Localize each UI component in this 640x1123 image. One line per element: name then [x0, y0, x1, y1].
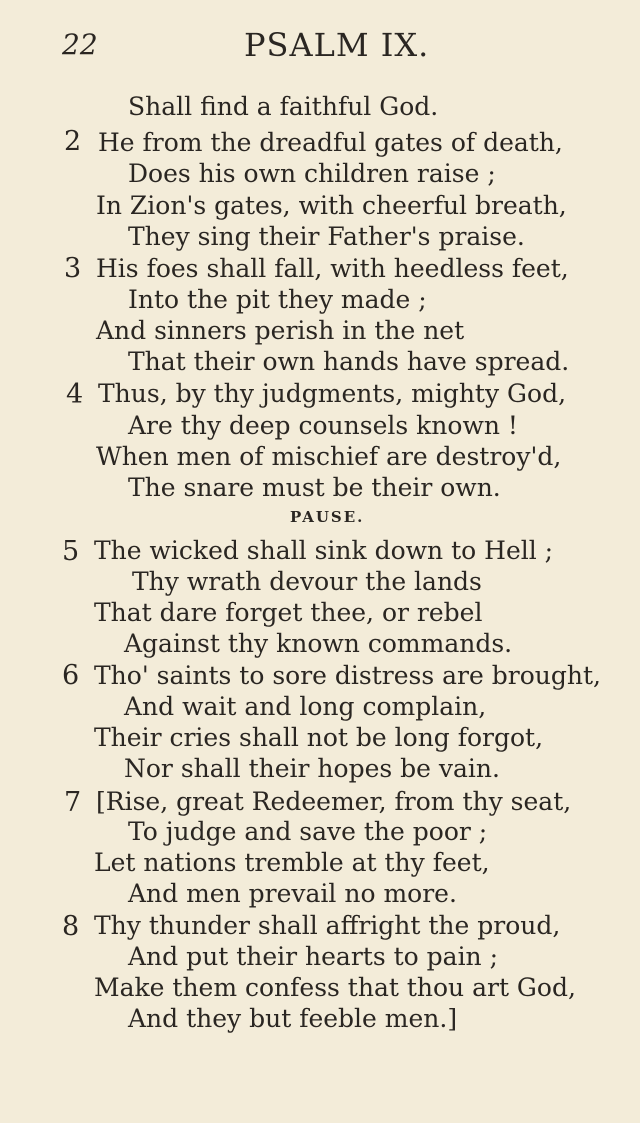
verse-line: Into the pit they made ;	[128, 285, 427, 314]
verse-number: 3	[64, 253, 82, 284]
running-title: PSALM IX.	[244, 26, 430, 64]
verse-line: His foes shall fall, with heedless feet,	[96, 254, 569, 283]
verse-line: Make them confess that thou art God,	[94, 973, 576, 1002]
verse-line: Let nations tremble at thy feet,	[94, 848, 490, 877]
verse-line: Are thy deep counsels known !	[128, 411, 518, 440]
verse-line: And sinners perish in the net	[96, 316, 465, 345]
verse-line: Nor shall their hopes be vain.	[124, 754, 500, 783]
verse-line: They sing their Father's praise.	[128, 222, 525, 251]
page-number: 22	[62, 28, 98, 61]
verse-number: 4	[66, 379, 84, 410]
pause-heading: PAUSE.	[290, 508, 365, 526]
verse-line: When men of mischief are destroy'd,	[96, 442, 562, 471]
verse-line: And wait and long complain,	[124, 692, 487, 721]
verse-line: [Rise, great Redeemer, from thy seat,	[96, 787, 572, 816]
verse-line: Thy thunder shall affright the proud,	[94, 911, 561, 940]
verse-number: 2	[64, 126, 82, 157]
verse-line: Against thy known commands.	[124, 629, 513, 658]
verse-number: 8	[62, 911, 80, 942]
verse-line: Does his own children raise ;	[128, 159, 496, 188]
verse-line: And men prevail no more.	[128, 879, 457, 908]
verse-line: Thy wrath devour the lands	[132, 567, 482, 596]
verse-line: That their own hands have spread.	[128, 347, 570, 376]
verse-number: 5	[62, 536, 80, 567]
verse-line: In Zion's gates, with cheerful breath,	[96, 191, 567, 220]
verse-line: That dare forget thee, or rebel	[94, 598, 483, 627]
verse-line: Tho' saints to sore distress are brought,	[94, 661, 601, 690]
verse-line: And put their hearts to pain ;	[128, 942, 499, 971]
verse-number: 7	[64, 787, 82, 818]
verse-line: The wicked shall sink down to Hell ;	[94, 536, 554, 565]
verse-line: The snare must be their own.	[128, 473, 501, 502]
verse-line: Thus, by thy judgments, mighty God,	[98, 379, 567, 408]
verse-line: To judge and save the poor ;	[128, 817, 488, 846]
verse-line: He from the dreadful gates of death,	[98, 128, 563, 157]
verse-line: Their cries shall not be long forgot,	[94, 723, 544, 752]
verse-number: 6	[62, 660, 80, 691]
verse-line: Shall find a faithful God.	[128, 92, 439, 121]
verse-line: And they but feeble men.]	[128, 1004, 458, 1033]
